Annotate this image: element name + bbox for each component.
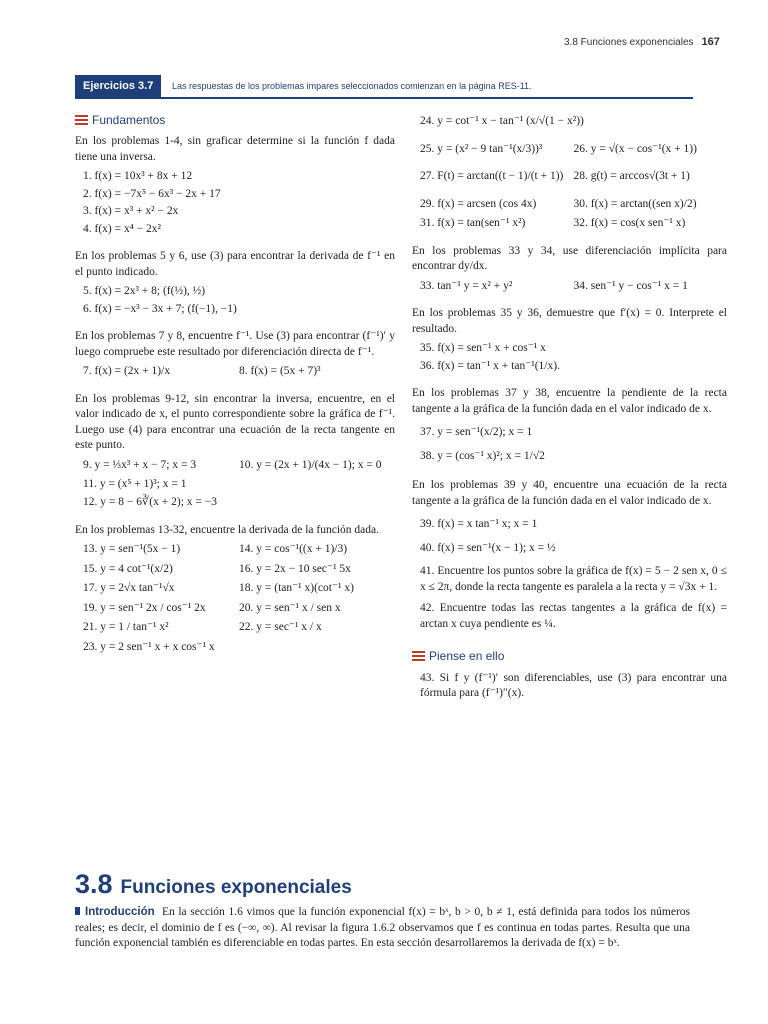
piense-heading: Piense en ello	[412, 648, 727, 664]
problem: 32. f(x) = cos(x sen⁻¹ x)	[573, 217, 686, 230]
problem: 31. f(x) = tan(sen⁻¹ x²)	[420, 217, 526, 230]
problem: 15. y = 4 cot⁻¹(x/2)	[83, 562, 173, 575]
problem: 30. f(x) = arctan((sen x)/2)	[573, 197, 697, 210]
problem: 10. y = (2x + 1)/(4x − 1); x = 0	[239, 458, 382, 471]
section-title-text: Funciones exponenciales	[120, 877, 352, 898]
problem: 40. f(x) = sen⁻¹(x − 1); x = ½	[420, 541, 556, 554]
exercises-note: Las respuestas de los problemas impares seleccionados comienzan en la página RES-11.	[172, 81, 532, 91]
problem-row	[83, 620, 395, 636]
problem-row	[420, 142, 727, 158]
problem: 12. y = 8 − 6∛(x + 2); x = −3	[83, 495, 217, 508]
paragraph: En los problemas 7 y 8, encuentre f⁻¹. Use (3) para encontrar (f⁻¹)′ y luego compruebe este resultado por diferenciación directa de f⁻¹.	[75, 330, 395, 358]
paragraph: En los problemas 1-4, sin graficar determine si la función f dada tiene una inversa.	[75, 135, 395, 163]
intro-text: En la sección 1.6 vimos que la función exponencial f(x) = bˣ, b > 0, b ≠ 1, está definida para todos los números reales; es decir, el dominio de f es (−∞, ∞). Al revisar la figura 1.6.2 observamos que f es continua en todas partes. Resulta que una función exponencial también es diferenciable en todas partes. En esta sección desarrollaremos la derivada de f(x) = bˣ.	[75, 906, 690, 950]
problem: 35. f(x) = sen⁻¹ x + cos⁻¹ x	[420, 342, 546, 355]
problem: 24. y = cot⁻¹ x − tan⁻¹ (x/√(1 − x²))	[420, 115, 584, 127]
problem-row	[420, 197, 727, 213]
problem-row	[83, 562, 395, 578]
problem-row	[420, 169, 727, 185]
problem: 27. F(t) = arctan((t − 1)/(t + 1))	[420, 170, 564, 183]
section-number: 3.8	[75, 869, 113, 899]
section-title	[75, 866, 352, 902]
problem: 23. y = 2 sen⁻¹ x + x cos⁻¹ x	[83, 640, 215, 653]
problem-row	[83, 458, 395, 474]
problem-row	[420, 279, 727, 295]
fundamentos-heading: Fundamentos	[75, 112, 395, 128]
paragraph: En los problemas 5 y 6, use (3) para encontrar la derivada de f⁻¹ en el punto indicado.	[75, 250, 395, 278]
header-section: 3.8 Funciones exponenciales	[564, 37, 694, 48]
problem: 38. y = (cos⁻¹ x)²; x = 1/√2	[420, 449, 545, 462]
page-number: 167	[701, 36, 720, 48]
problem: 13. y = sen⁻¹(5x − 1)	[83, 543, 181, 556]
problem: 22. y = sec⁻¹ x / x	[239, 621, 322, 634]
intro-paragraph	[75, 905, 690, 952]
problem: 14. y = cos⁻¹((x + 1)/3)	[239, 543, 348, 556]
paragraph: En los problemas 39 y 40, encuentre una ecuación de la recta tangente a la gráfica de la función dada en el valor indicado de x.	[412, 479, 727, 507]
problem: 33. tan⁻¹ y = x² + y²	[420, 279, 513, 292]
list-icon	[412, 651, 425, 661]
problem: 28. g(t) = arccos√(3t + 1)	[573, 170, 690, 183]
problem: 7. f(x) = (2x + 1)/x	[83, 365, 171, 378]
intro-label: Introducción	[85, 906, 155, 918]
paragraph: En los problemas 37 y 38, encuentre la pendiente de la recta tangente a la gráfica de la función dada en el valor indicado de x.	[412, 387, 727, 415]
square-bullet-icon	[75, 907, 80, 915]
problem: 29. f(x) = arcsen (cos 4x)	[420, 197, 537, 210]
problem-41: 41. Encuentre los puntos sobre la gráfica de f(x) = 5 − 2 sen x, 0 ≤ x ≤ 2π, donde la recta tangente es paralela a la recta y = √3x + 1.	[420, 565, 727, 593]
problem: 39. f(x) = x tan⁻¹ x; x = 1	[420, 518, 538, 531]
problem: 18. y = (tan⁻¹ x)(cot⁻¹ x)	[239, 582, 354, 595]
problem-42: 42. Encuentre todas las rectas tangentes a la gráfica de f(x) = arctan x cuya pendiente es ¼.	[420, 602, 727, 630]
problem: 11. y = (x⁵ + 1)³; x = 1	[83, 478, 187, 491]
paragraph: En los problemas 33 y 34, use diferenciación implícita para encontrar dy/dx.	[412, 244, 727, 273]
problem: 21. y = 1 / tan⁻¹ x²	[83, 621, 169, 634]
problem: 36. f(x) = tan⁻¹ x + tan⁻¹(1/x).	[420, 359, 560, 372]
right-column	[412, 112, 727, 706]
problem: 9. y = ⅓x³ + x − 7; x = 3	[83, 458, 197, 471]
paragraph: En los problemas 35 y 36, demuestre que f′(x) = 0. Interprete el resultado.	[412, 307, 727, 335]
problem-row	[83, 601, 395, 617]
problem: 25. y = (x² − 9 tan⁻¹(x/3))³	[420, 142, 543, 155]
running-header	[564, 35, 720, 50]
exercises-bar	[75, 75, 693, 99]
problem: 37. y = sen⁻¹(x/2); x = 1	[420, 426, 533, 439]
problem: 16. y = 2x − 10 sec⁻¹ 5x	[239, 562, 351, 575]
problem: 8. f(x) = (5x + 7)³	[239, 365, 321, 378]
problem: 3. f(x) = x³ + x² − 2x	[83, 205, 179, 218]
problem: 19. y = sen⁻¹ 2x / cos⁻¹ 2x	[83, 601, 206, 614]
paragraph: En los problemas 13-32, encuentre la derivada de la función dada.	[75, 523, 379, 536]
problem-row	[83, 542, 395, 558]
problem-row	[83, 364, 395, 380]
problem: 20. y = sen⁻¹ x / sen x	[239, 601, 341, 614]
paragraph: En los problemas 9-12, sin encontrar la inversa, encuentre, en el valor indicado de x, el punto correspondiente sobre la gráfica de f⁻¹. Luego use (4) para encontrar una ecuación de la recta tangente en este punto.	[75, 392, 395, 452]
left-column	[75, 112, 395, 657]
problem-row	[420, 216, 727, 232]
list-icon	[75, 115, 88, 125]
problem: 2. f(x) = −7x⁵ − 6x³ − 2x + 17	[83, 187, 221, 200]
problem: 26. y = √(x − cos⁻¹(x + 1))	[573, 142, 697, 155]
problem: 5. f(x) = 2x³ + 8; (f(½), ½)	[83, 285, 206, 298]
problem: 34. sen⁻¹ y − cos⁻¹ x = 1	[573, 279, 688, 292]
exercises-label: Ejercicios 3.7	[75, 75, 161, 97]
problem-row	[83, 581, 395, 597]
problem-43: 43. Si f y (f⁻¹)′ son diferenciables, use (3) para encontrar una fórmula para (f⁻¹)″(x).	[420, 671, 727, 700]
problem: 17. y = 2√x tan⁻¹√x	[83, 582, 175, 595]
problem: 6. f(x) = −x³ − 3x + 7; (f(−1), −1)	[83, 302, 237, 315]
problem: 4. f(x) = x⁴ − 2x²	[83, 222, 161, 235]
problem: 1. f(x) = 10x³ + 8x + 12	[83, 170, 193, 183]
